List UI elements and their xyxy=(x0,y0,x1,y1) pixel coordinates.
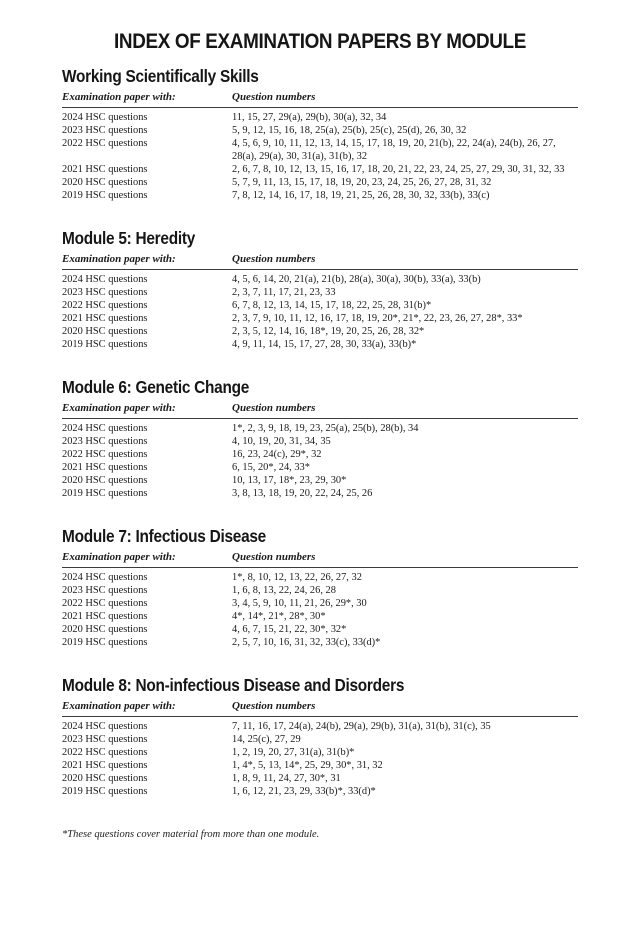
table-body xyxy=(62,419,578,500)
questions-cell: 10, 13, 17, 18*, 23, 29, 30* xyxy=(232,475,347,486)
paper-cell: 2020 HSC questions xyxy=(62,475,148,486)
table-body xyxy=(62,568,578,649)
questions-cell: 11, 15, 27, 29(a), 29(b), 30(a), 32, 34 xyxy=(232,112,387,123)
column-header-paper: Examination paper with: xyxy=(62,253,176,265)
table-header-row xyxy=(62,253,578,270)
paper-cell: 2019 HSC questions xyxy=(62,488,148,499)
questions-cell: 1, 6, 8, 13, 22, 24, 26, 28 xyxy=(232,585,336,596)
paper-cell: 2020 HSC questions xyxy=(62,624,148,635)
questions-cell: 2, 3, 5, 12, 14, 16, 18*, 19, 20, 25, 26, 28, 32* xyxy=(232,326,425,337)
exam-index-table xyxy=(62,402,578,500)
table-row xyxy=(62,746,578,759)
exam-index-table xyxy=(62,551,578,649)
questions-cell: 1, 8, 9, 11, 24, 27, 30*, 31 xyxy=(232,773,341,784)
paper-cell: 2022 HSC questions xyxy=(62,747,148,758)
questions-cell: 4, 5, 6, 9, 10, 11, 12, 13, 14, 15, 17, 18, 19, 20, 21(b), 22, 24(a), 24(b), 26, 27, 28(a), 29(a), 30, 31(a), 31(b), 32 xyxy=(232,138,556,162)
paper-cell: 2023 HSC questions xyxy=(62,287,148,298)
table-body xyxy=(62,717,578,798)
paper-cell: 2021 HSC questions xyxy=(62,462,148,473)
column-header-paper: Examination paper with: xyxy=(62,402,176,414)
table-row xyxy=(62,597,578,610)
questions-cell: 4, 9, 11, 14, 15, 17, 27, 28, 30, 33(a), 33(b)* xyxy=(232,339,417,350)
table-body xyxy=(62,108,578,202)
questions-cell: 1*, 2, 3, 9, 18, 19, 23, 25(a), 25(b), 28(b), 34 xyxy=(232,423,419,434)
section-title: Module 6: Genetic Change xyxy=(62,377,250,397)
section-module-8-non-infectious-disease xyxy=(62,676,578,798)
section-title: Working Scientifically Skills xyxy=(62,66,259,86)
paper-cell: 2019 HSC questions xyxy=(62,190,148,201)
column-header-questions: Question numbers xyxy=(232,700,316,712)
table-row xyxy=(62,474,578,487)
table-row xyxy=(62,422,578,435)
column-header-questions: Question numbers xyxy=(232,253,316,265)
paper-cell: 2024 HSC questions xyxy=(62,721,148,732)
paper-cell: 2022 HSC questions xyxy=(62,138,148,149)
paper-cell: 2024 HSC questions xyxy=(62,274,148,285)
questions-cell: 4, 6, 7, 15, 21, 22, 30*, 32* xyxy=(232,624,347,635)
paper-cell: 2021 HSC questions xyxy=(62,760,148,771)
exam-index-table xyxy=(62,700,578,798)
table-row xyxy=(62,623,578,636)
paper-cell: 2019 HSC questions xyxy=(62,786,148,797)
page-title: INDEX OF EXAMINATION PAPERS BY MODULE xyxy=(114,30,526,53)
table-row xyxy=(62,299,578,312)
table-row xyxy=(62,584,578,597)
questions-cell: 4, 10, 19, 20, 31, 34, 35 xyxy=(232,436,331,447)
questions-cell: 6, 7, 8, 12, 13, 14, 15, 17, 18, 22, 25, 28, 31(b)* xyxy=(232,300,432,311)
table-row xyxy=(62,111,578,124)
table-row xyxy=(62,487,578,500)
paper-cell: 2021 HSC questions xyxy=(62,164,148,175)
section-title: Module 7: Infectious Disease xyxy=(62,526,266,546)
table-row xyxy=(62,610,578,623)
table-row xyxy=(62,286,578,299)
questions-cell: 5, 9, 12, 15, 16, 18, 25(a), 25(b), 25(c), 25(d), 26, 30, 32 xyxy=(232,125,467,136)
questions-cell: 1*, 8, 10, 12, 13, 22, 26, 27, 32 xyxy=(232,572,362,583)
paper-cell: 2023 HSC questions xyxy=(62,436,148,447)
paper-cell: 2019 HSC questions xyxy=(62,637,148,648)
table-row xyxy=(62,461,578,474)
exam-index-table xyxy=(62,253,578,351)
column-header-questions: Question numbers xyxy=(232,91,316,103)
questions-cell: 7, 8, 12, 14, 16, 17, 18, 19, 21, 25, 26, 28, 30, 32, 33(b), 33(c) xyxy=(232,190,490,201)
table-body xyxy=(62,270,578,351)
questions-cell: 4*, 14*, 21*, 28*, 30* xyxy=(232,611,326,622)
table-row xyxy=(62,273,578,286)
questions-cell: 1, 6, 12, 21, 23, 29, 33(b)*, 33(d)* xyxy=(232,786,376,797)
paper-cell: 2024 HSC questions xyxy=(62,423,148,434)
paper-cell: 2020 HSC questions xyxy=(62,326,148,337)
table-row xyxy=(62,137,578,163)
questions-cell: 2, 3, 7, 11, 17, 21, 23, 33 xyxy=(232,287,336,298)
footnote: *These questions cover material from more than one module. xyxy=(62,829,320,840)
questions-cell: 2, 6, 7, 8, 10, 12, 13, 15, 16, 17, 18, 20, 21, 22, 23, 24, 25, 27, 29, 30, 31, 32, 33 xyxy=(232,164,565,175)
table-row xyxy=(62,325,578,338)
paper-cell: 2022 HSC questions xyxy=(62,598,148,609)
table-header-row xyxy=(62,402,578,419)
paper-cell: 2021 HSC questions xyxy=(62,313,148,324)
column-header-questions: Question numbers xyxy=(232,551,316,563)
table-row xyxy=(62,189,578,202)
questions-cell: 1, 2, 19, 20, 27, 31(a), 31(b)* xyxy=(232,747,355,758)
paper-cell: 2024 HSC questions xyxy=(62,572,148,583)
questions-cell: 7, 11, 16, 17, 24(a), 24(b), 29(a), 29(b), 31(a), 31(b), 31(c), 35 xyxy=(232,721,491,732)
questions-cell: 4, 5, 6, 14, 20, 21(a), 21(b), 28(a), 30(a), 30(b), 33(a), 33(b) xyxy=(232,274,481,285)
table-row xyxy=(62,163,578,176)
section-module-6-genetic-change xyxy=(62,378,578,500)
exam-index-table xyxy=(62,91,578,202)
table-row xyxy=(62,435,578,448)
questions-cell: 2, 3, 7, 9, 10, 11, 12, 16, 17, 18, 19, 20*, 21*, 22, 23, 26, 27, 28*, 33* xyxy=(232,313,523,324)
paper-cell: 2023 HSC questions xyxy=(62,125,148,136)
table-row xyxy=(62,312,578,325)
questions-cell: 14, 25(c), 27, 29 xyxy=(232,734,301,745)
paper-cell: 2021 HSC questions xyxy=(62,611,148,622)
table-header-row xyxy=(62,91,578,108)
table-header-row xyxy=(62,551,578,568)
section-module-7-infectious-disease xyxy=(62,527,578,649)
section-title: Module 8: Non-infectious Disease and Disorders xyxy=(62,675,405,695)
section-module-5-heredity xyxy=(62,229,578,351)
questions-cell: 5, 7, 9, 11, 13, 15, 17, 18, 19, 20, 23, 24, 25, 26, 27, 28, 31, 32 xyxy=(232,177,492,188)
table-row xyxy=(62,571,578,584)
table-row xyxy=(62,124,578,137)
column-header-questions: Question numbers xyxy=(232,402,316,414)
questions-cell: 3, 4, 5, 9, 10, 11, 21, 26, 29*, 30 xyxy=(232,598,367,609)
paper-cell: 2020 HSC questions xyxy=(62,773,148,784)
column-header-paper: Examination paper with: xyxy=(62,700,176,712)
table-row xyxy=(62,338,578,351)
table-row xyxy=(62,733,578,746)
questions-cell: 3, 8, 13, 18, 19, 20, 22, 24, 25, 26 xyxy=(232,488,373,499)
table-row xyxy=(62,785,578,798)
paper-cell: 2023 HSC questions xyxy=(62,734,148,745)
paper-cell: 2020 HSC questions xyxy=(62,177,148,188)
section-working-scientifically-skills xyxy=(62,67,578,202)
paper-cell: 2019 HSC questions xyxy=(62,339,148,350)
table-row xyxy=(62,448,578,461)
table-row xyxy=(62,176,578,189)
column-header-paper: Examination paper with: xyxy=(62,551,176,563)
paper-cell: 2024 HSC questions xyxy=(62,112,148,123)
paper-cell: 2022 HSC questions xyxy=(62,449,148,460)
table-row xyxy=(62,772,578,785)
paper-cell: 2022 HSC questions xyxy=(62,300,148,311)
questions-cell: 1, 4*, 5, 13, 14*, 25, 29, 30*, 31, 32 xyxy=(232,760,383,771)
table-row xyxy=(62,636,578,649)
table-row xyxy=(62,759,578,772)
section-title: Module 5: Heredity xyxy=(62,228,196,248)
paper-cell: 2023 HSC questions xyxy=(62,585,148,596)
table-header-row xyxy=(62,700,578,717)
questions-cell: 16, 23, 24(c), 29*, 32 xyxy=(232,449,322,460)
questions-cell: 6, 15, 20*, 24, 33* xyxy=(232,462,310,473)
column-header-paper: Examination paper with: xyxy=(62,91,176,103)
questions-cell: 2, 5, 7, 10, 16, 31, 32, 33(c), 33(d)* xyxy=(232,637,381,648)
table-row xyxy=(62,720,578,733)
